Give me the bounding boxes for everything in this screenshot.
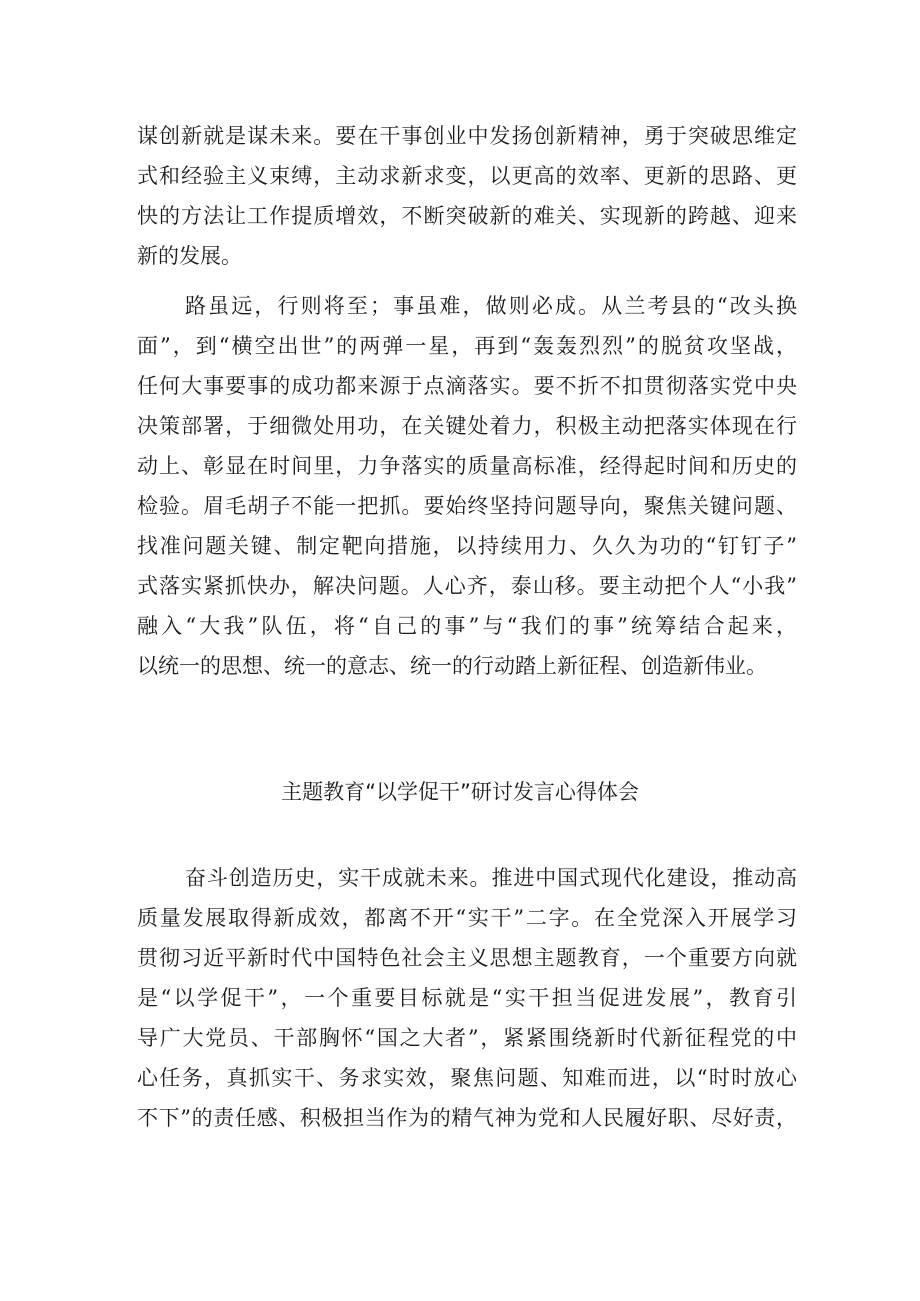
text-line: 路虽远，行则将至；事虽难，做则必成。从兰考县的“改头换 [185, 294, 797, 318]
text-line: 以统一的思想、统一的意志、统一的行动踏上新征程、创造新伟业。 [137, 654, 767, 678]
section-2-title: 主题教育“以学促干”研讨发言心得体会 [281, 780, 639, 804]
text-line: 动上、彰显在时间里，力争落实的质量高标准，经得起时间和历史的 [137, 454, 797, 478]
text-line: 面”，到“横空出世”的两弹一星，再到“轰轰烈烈”的脱贫攻坚战， [137, 334, 797, 358]
text-line: 式落实紧抓快办，解决问题。人心齐，泰山移。要主动把个人“小我” [137, 574, 797, 598]
text-line: 贯彻习近平新时代中国特色社会主义思想主题教育，一个重要方向就 [137, 946, 797, 970]
text-line: 心任务，真抓实干、务求实效，聚焦问题、知难而进，以“时时放心 [137, 1066, 797, 1090]
text-line: 质量发展取得新成效，都离不开“实干”二字。在全党深入开展学习 [137, 906, 797, 930]
text-line: 奋斗创造历史，实干成就未来。推进中国式现代化建设，推动高 [185, 866, 797, 890]
text-line: 融入“大我”队伍，将“自己的事”与“我们的事”统筹结合起来， [137, 614, 797, 638]
text-line: 快的方法让工作提质增效，不断突破新的难关、实现新的跨越、迎来 [137, 204, 797, 228]
text-line: 式和经验主义束缚，主动求新求变，以更高的效率、更新的思路、更 [137, 164, 797, 188]
text-line: 导广大党员、干部胸怀“国之大者”，紧紧围绕新时代新征程党的中 [137, 1026, 797, 1050]
text-line: 决策部署，于细微处用功，在关键处着力，积极主动把落实体现在行 [137, 414, 797, 438]
text-line: 谋创新就是谋未来。要在干事创业中发扬创新精神，勇于突破思维定 [137, 124, 797, 148]
text-line: 是“以学促干”，一个重要目标就是“实干担当促进发展”，教育引 [137, 986, 797, 1010]
text-line: 新的发展。 [137, 244, 242, 268]
text-line: 任何大事要事的成功都来源于点滴落实。要不折不扣贯彻落实党中央 [137, 374, 797, 398]
text-line: 找准问题关键、制定靶向措施，以持续用力、久久为功的“钉钉子” [137, 534, 797, 558]
text-line: 检验。眉毛胡子不能一把抓。要始终坚持问题导向，聚焦关键问题、 [137, 494, 797, 518]
text-line: 不下”的责任感、积极担当作为的精气神为党和人民履好职、尽好责， [137, 1106, 797, 1130]
